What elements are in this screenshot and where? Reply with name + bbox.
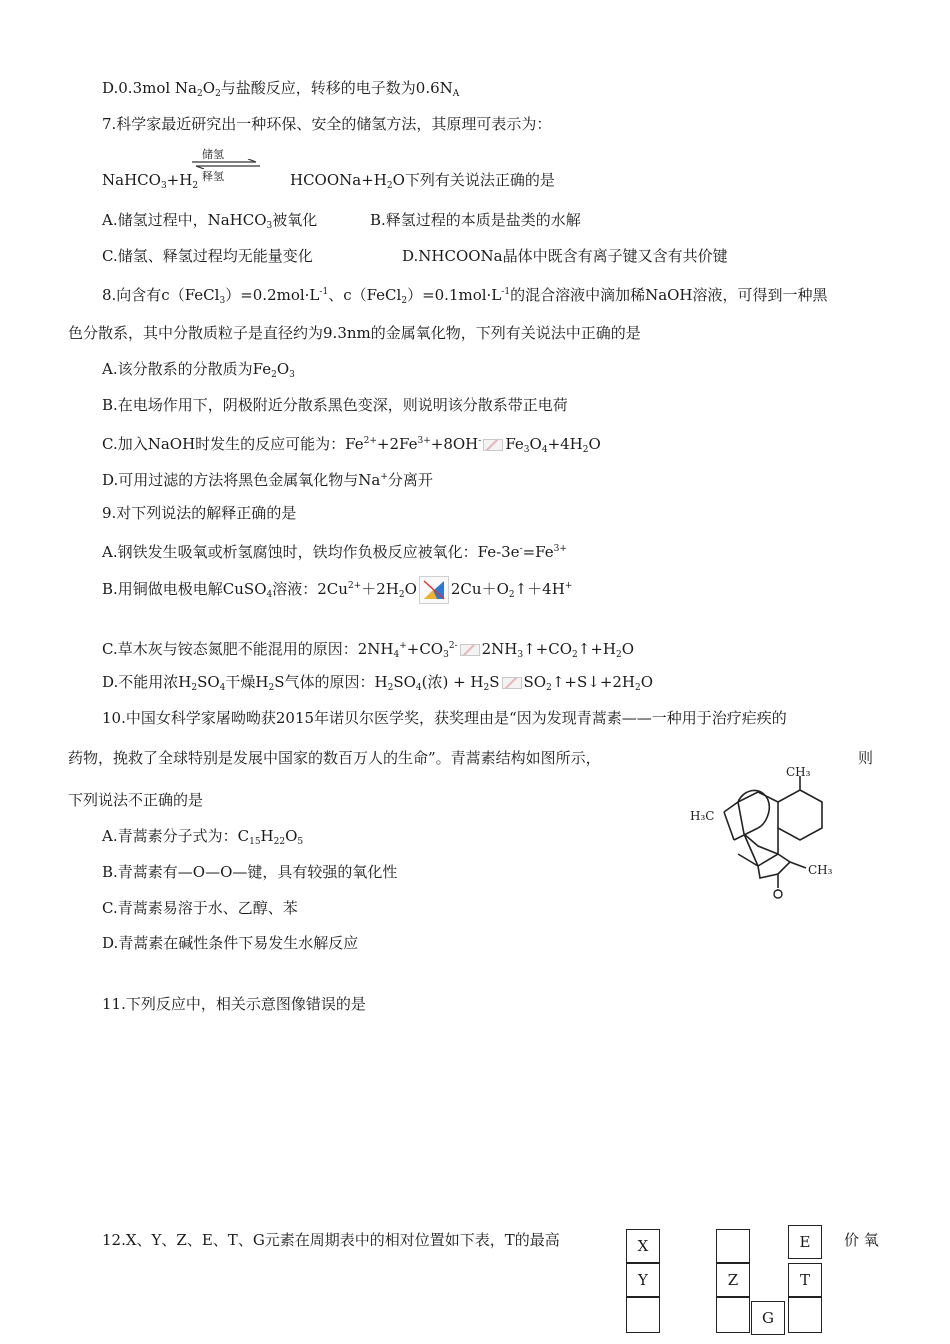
cell-t: T bbox=[788, 1263, 822, 1297]
q10-option-d: D.青蒿素在碱性条件下易发生水解反应 bbox=[102, 934, 359, 952]
cell-empty-left bbox=[626, 1297, 660, 1333]
q10-option-c: C.青蒿素易溶于水、乙醇、苯 bbox=[102, 899, 298, 917]
q10-option-b: B.青蒿素有—O—O—键，具有较强的氧化性 bbox=[102, 863, 398, 881]
q8-stem-line2: 色分散系，其中分散质粒子是直径约为9.3nm的金属氧化物，下列有关说法中正确的是 bbox=[68, 324, 641, 342]
q10-stem-line2-end: 则 bbox=[858, 749, 874, 767]
q7-stem: 7.科学家最近研究出一种环保、安全的储氢方法，其原理可表示为： bbox=[102, 115, 552, 133]
q10-stem-line3: 下列说法不正确的是 bbox=[68, 791, 204, 809]
q7-reactants: $NaHCO_3+H_2$ bbox=[102, 171, 199, 191]
q9-option-a: A.钢铁发生吸氧或析氢腐蚀时，铁均作负极反应被氧化：$Fe-3e^-=Fe^{3+}$ bbox=[102, 543, 567, 561]
cell-empty-right bbox=[788, 1297, 822, 1333]
cell-x: X bbox=[626, 1229, 660, 1263]
q9-stem: 9.对下列说法的解释正确的是 bbox=[102, 504, 297, 522]
broken-image-icon bbox=[502, 677, 522, 689]
broken-image-icon bbox=[483, 439, 503, 451]
q7-option-c: C.储氢、释氢过程均无能量变化 bbox=[102, 247, 313, 265]
q8-option-a: A.该分散系的分散质为$Fe_2O_3$ bbox=[102, 360, 295, 380]
q12-stem-end: 价 氧 bbox=[844, 1231, 879, 1249]
q12-stem: 12.X、Y、Z、E、T、G元素在周期表中的相对位置如下表，T的最高 bbox=[102, 1231, 560, 1249]
cell-y: Y bbox=[626, 1263, 660, 1297]
cell-empty-mid-top bbox=[716, 1229, 750, 1263]
arrow-label-release: 释氢 bbox=[202, 170, 224, 183]
q10-stem-line1: 10.中国女科学家屠呦呦获2015年诺贝尔医学奖，获奖理由是“因为发现青蒿素——一种用于治疗疟疾的 bbox=[102, 709, 787, 727]
q6-option-d: D.0.3mol $Na_2O_2$与盐酸反应，转移的电子数为$0.6N_A$ bbox=[102, 79, 460, 99]
q8-option-d: D.可用过滤的方法将黑色金属氧化物与Na+分离开 bbox=[102, 471, 433, 489]
h3c-left-label: H₃C bbox=[690, 809, 715, 823]
equilibrium-arrow-icon bbox=[190, 159, 262, 169]
q7-option-d: D.NHCOONa晶体中既含有离子键又含有共价键 bbox=[402, 247, 728, 265]
q8-option-c: C.加入NaOH时发生的反应可能为：$Fe^{2+}+2Fe^{3+}+8OH^-$ $Fe_3O_4+4H_2O$ bbox=[102, 435, 601, 455]
cell-z: Z bbox=[716, 1263, 750, 1297]
q8-option-b: B.在电场作用下，阴极附近分散系黑色变深，则说明该分散系带正电荷 bbox=[102, 396, 568, 414]
arrow-label-store: 储氢 bbox=[202, 148, 224, 161]
ch3-right-label: CH₃ bbox=[808, 863, 833, 877]
periodic-table-fragment bbox=[626, 1225, 836, 1341]
q8-stem-line1: 8.向含有$c(FeCl_3)=0.2mol\cdot L^{-1}$、$c(FeCl_2)=0.1mol\cdot L^{-1}$的混合溶液中滴加稀NaOH溶液，可得到一种黑 bbox=[102, 286, 828, 306]
q9-option-c: C.草木灰与铵态氮肥不能混用的原因：$2NH_4^++CO_3^{2-}$ $2NH_3↑+CO_2↑+H_2O$ bbox=[102, 640, 635, 660]
artemisinin-structure-diagram bbox=[688, 766, 848, 906]
broken-image-icon bbox=[460, 644, 480, 656]
q7-option-b: B.释氢过程的本质是盐类的水解 bbox=[370, 211, 581, 229]
cell-e: E bbox=[788, 1225, 822, 1259]
q9-option-b: B.用铜做电极电解CuSO$_4$溶液：$2Cu^{2+}+2H_2O$ $2Cu+O_2↑+4H^+$ bbox=[102, 576, 572, 605]
carbonyl-oxygen-icon bbox=[774, 890, 782, 898]
q10-stem-line2: 药物，挽救了全球特别是发展中国家的数百万人的生命”。青蒿素结构如图所示， bbox=[68, 749, 601, 767]
q7-products: $HCOONa+H_2O$下列有关说法正确的是 bbox=[290, 171, 555, 191]
cell-g: G bbox=[751, 1301, 785, 1335]
ch3-top-label: CH₃ bbox=[786, 766, 811, 779]
broken-image-icon bbox=[419, 576, 449, 604]
q9-option-d: D.不能用浓$H_2SO_4$干燥$H_2S$气体的原因：$H_2SO_4$(浓) + $H_2S$ $SO_2↑+S↓+2H_2O$ bbox=[102, 673, 654, 693]
q11-stem: 11.下列反应中，相关示意图像错误的是 bbox=[102, 995, 366, 1013]
q10-option-a: A.青蒿素分子式为：$C_{15}H_{22}O_5$ bbox=[102, 827, 304, 847]
reversible-arrow bbox=[190, 146, 262, 184]
cell-empty-mid-bottom bbox=[716, 1297, 750, 1333]
q7-option-a: A.储氢过程中，NaHCO$_3$被氧化 bbox=[102, 211, 318, 231]
